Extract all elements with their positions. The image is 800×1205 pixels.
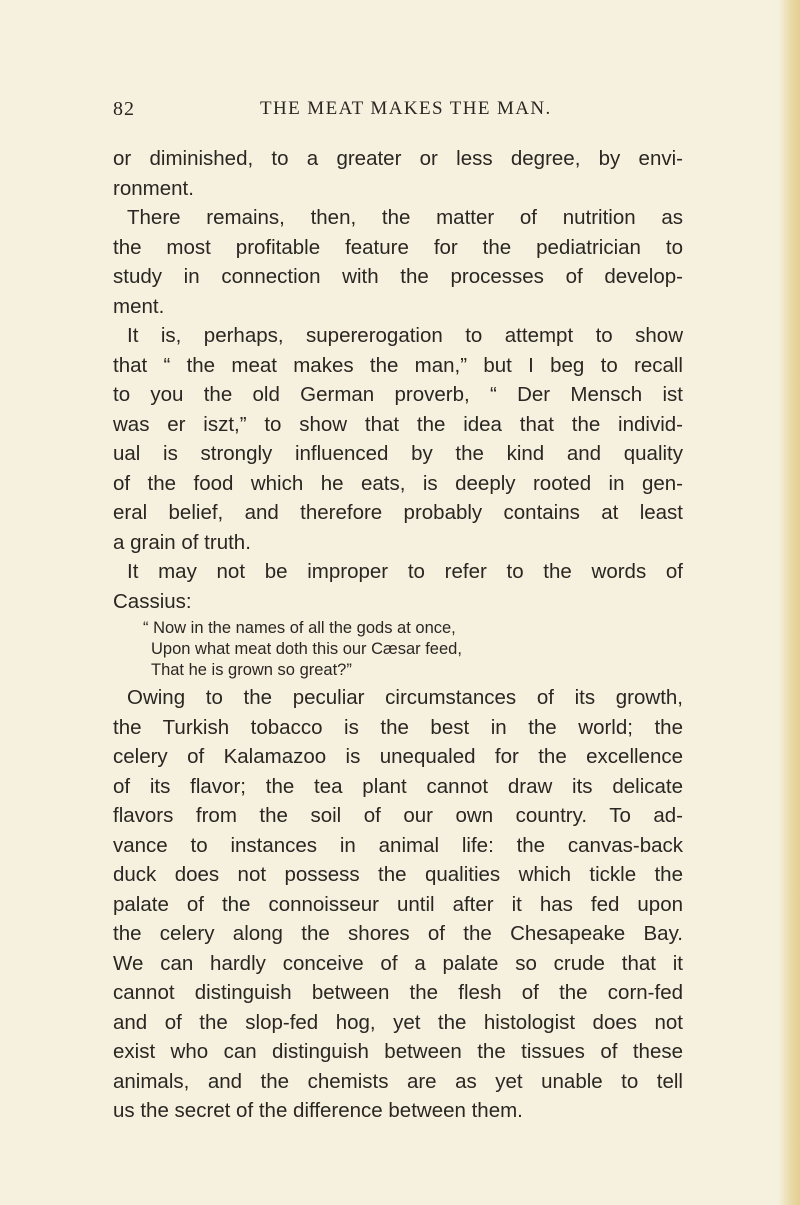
text-line: cannot distinguish between the flesh of the corn-fed: [113, 981, 683, 1004]
text-line: ment.: [113, 294, 165, 318]
text-line: Cassius:: [113, 589, 192, 613]
text-line: to you the old German proverb, “ Der Mensch ist: [113, 383, 683, 406]
text-line: or diminished, to a greater or less degree, by envi-: [113, 147, 683, 170]
text-line: animals, and the chemists are as yet unable to tell: [113, 1069, 683, 1093]
quote-line: Upon what meat doth this our Cæsar feed,: [151, 640, 462, 658]
body-text: [113, 144, 683, 1126]
text-line: and of the slop-fed hog, yet the histologist does not: [113, 1010, 683, 1034]
text-line: was er iszt,” to show that the idea that the individ-: [113, 412, 683, 436]
text-line: eral belief, and therefore probably contains at least: [113, 501, 683, 524]
text-line: palate of the connoisseur until after it has fed upon: [113, 892, 683, 916]
text-line: flavors from the soil of our own country. To ad-: [113, 804, 683, 827]
text-line: the celery along the shores of the Chesapeake Bay.: [113, 922, 683, 945]
text-line: It is, perhaps, supererogation to attempt to show: [127, 324, 683, 347]
text-line: Owing to the peculiar circumstances of its growth,: [127, 686, 683, 709]
text-line: a grain of truth.: [113, 530, 251, 554]
text-line: study in connection with the processes of develop-: [113, 265, 683, 288]
text-line: that “ the meat makes the man,” but I beg to recall: [113, 353, 683, 377]
text-line: There remains, then, the matter of nutrition as: [127, 206, 683, 229]
text-line: exist who can distinguish between the tissues of these: [113, 1040, 683, 1063]
text-line: We can hardly conceive of a palate so crude that it: [113, 951, 683, 975]
text-line: duck does not possess the qualities which tickle the: [113, 863, 683, 886]
text-line: ronment.: [113, 176, 194, 200]
verse-quote: [113, 618, 683, 681]
text-line: It may not be improper to refer to the words of: [127, 560, 683, 583]
text-line: the most profitable feature for the pediatrician to: [113, 235, 683, 259]
running-head: [113, 98, 683, 128]
text-line: ual is strongly influenced by the kind and quality: [113, 442, 683, 465]
text-line: vance to instances in animal life: the canvas-back: [113, 833, 683, 857]
running-title: THE MEAT MAKES THE MAN.: [260, 98, 552, 119]
page-edge: [778, 0, 800, 1205]
text-line: the Turkish tobacco is the best in the world; the: [113, 715, 683, 739]
quote-line: That he is grown so great?”: [151, 661, 352, 679]
quote-line: “ Now in the names of all the gods at once,: [143, 619, 456, 637]
text-line: us the secret of the difference between them.: [113, 1099, 523, 1122]
text-line: of the food which he eats, is deeply rooted in gen-: [113, 471, 683, 495]
page-number: 82: [113, 98, 135, 120]
text-line: of its flavor; the tea plant cannot draw its delicate: [113, 774, 683, 798]
text-line: celery of Kalamazoo is unequaled for the excellence: [113, 745, 683, 768]
